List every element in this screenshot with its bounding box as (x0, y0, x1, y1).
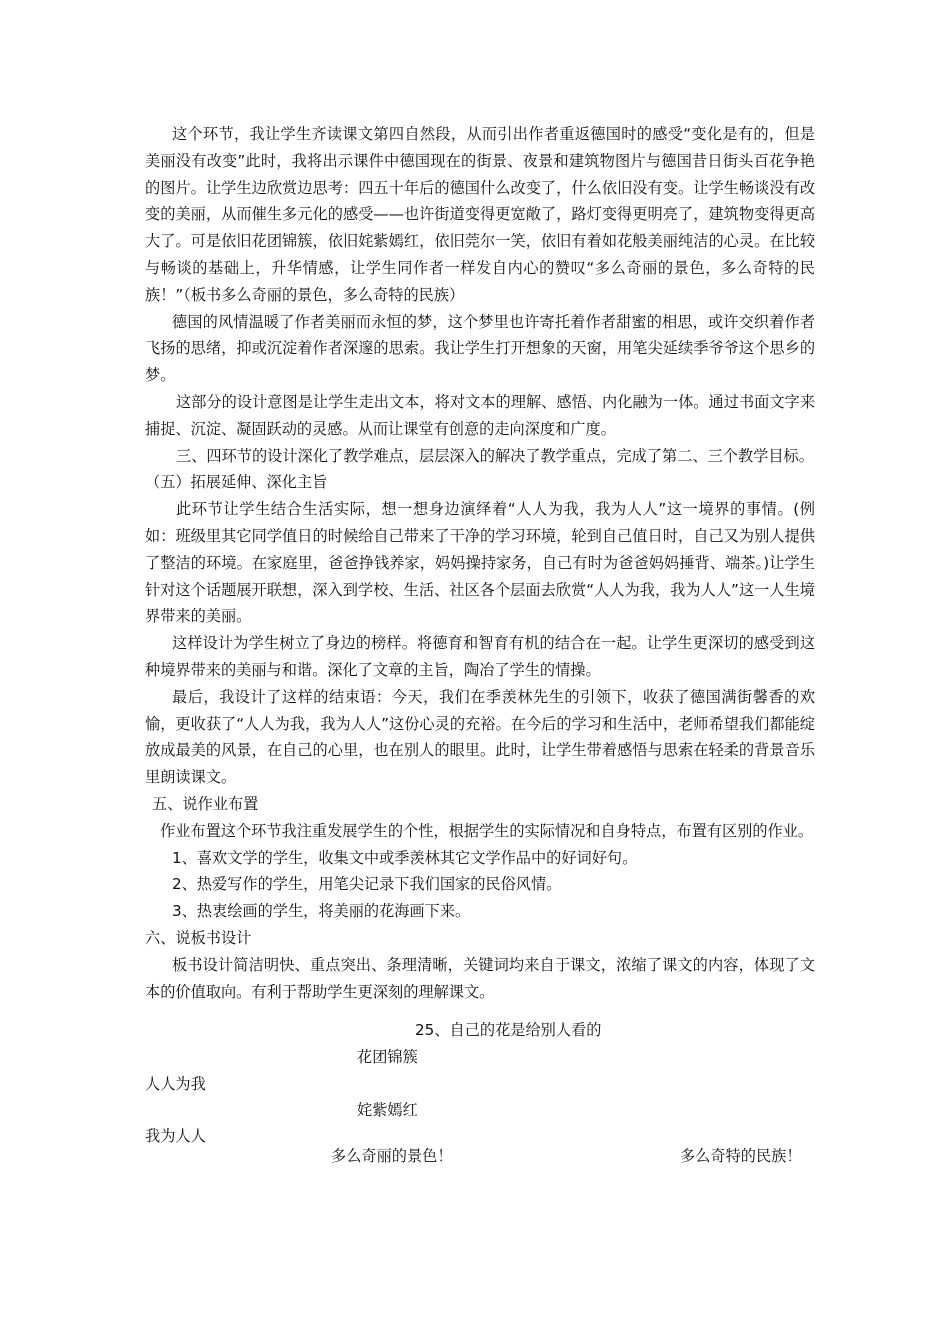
board-keyword: 人人为我 (145, 1075, 206, 1093)
paragraph: 这部分的设计意图是让学生走出文本，将对文本的理解、感悟、内化融为一体。通过书面文字来捕捉、沉淀、凝固跃动的灵感。从而让课堂有创意的走向深度和广度。 (145, 392, 815, 438)
paragraph: 三、四环节的设计深化了教学难点，层层深入的解决了教学重点，完成了第二、三个教学目标。 (176, 446, 814, 465)
section-heading: 五、说作业布置 (152, 794, 259, 813)
paragraph: 德国的风情温暖了作者美丽而永恒的梦，这个梦里也许寄托着作者甜蜜的相思，或许交织着作者飞扬的思绪，抑或沉淀着作者深邃的思索。我让学生打开想象的天窗，用笔尖延续季爷爷这个思乡的梦。 (145, 312, 815, 385)
board-keyword: 多么奇特的民族！ (680, 1147, 802, 1165)
document-body (145, 121, 815, 1005)
paragraph: 作业布置这个环节我注重发展学生的个性，根据学生的实际情况和自身特点，布置有区别的作业。 (160, 821, 814, 840)
board-title: 25、自己的花是给别人看的 (415, 1021, 602, 1039)
homework-item: 1、喜欢文学的学生，收集文中或季羡林其它文学作品中的好词好句。 (172, 848, 638, 867)
paragraph: 这个环节，我让学生齐读课文第四自然段，从而引出作者重返德国时的感受“变化是有的，但是美丽没有改变”此时，我将出示课件中德国现在的街景、夜景和建筑物图片与德国昔日街头百花争艳的图片。让学生边欣赏边思考：四五十年后的德国什么改变了，什么依旧没有变。让学生畅谈没有改变的美丽，从而催生多元化的感受——也许街道变得更宽敞了，路灯变得更明亮了，建筑物变得更高大了。可是依旧花团锦簇，依旧姹紫嫣红，依旧莞尔一笑，依旧有着如花般美丽纯洁的心灵。在比较与畅谈的基础上，升华情感，让学生同作者一样发自内心的赞叹“多么奇丽的景色，多么奇特的民族！”（板书多么奇丽的景色，多么奇特的民族） (145, 125, 815, 304)
homework-item: 2、热爱写作的学生，用笔尖记录下我们国家的民俗风情。 (172, 875, 562, 894)
board-keyword: 多么奇丽的景色！ (331, 1147, 453, 1165)
board-keyword: 我为人人 (145, 1127, 206, 1145)
section-heading: （五）拓展延伸、深化主旨 (145, 473, 328, 492)
paragraph: 板书设计简洁明快、重点突出、条理清晰，关键词均来自于课文，浓缩了课文的内容，体现了文本的价值取向。有利于帮助学生更深刻的理解课文。 (145, 955, 815, 1001)
board-keyword: 花团锦簇 (357, 1048, 418, 1066)
paragraph: 此环节让学生结合生活实际，想一想身边演绎着“人人为我，我为人人”这一境界的事情。(例如：班级里其它同学值日的时候给自己带来了干净的学习环境，轮到自己值日时，自己又为别人提供了整洁的环境。在家庭里，爸爸挣钱养家，妈妈操持家务，自己有时为爸爸妈妈捶背、端茶。)让学生针对这个话题展开联想，深入到学校、生活、社区各个层面去欣赏“人人为我，我为人人”这一人生境界带来的美丽。 (145, 500, 815, 626)
paragraph: 最后，我设计了这样的结束语：今天，我们在季羡林先生的引领下，收获了德国满街馨香的欢愉，更收获了“人人为我，我为人人”这份心灵的充裕。在今后的学习和生活中，老师希望我们都能绽放成最美的风景，在自己的心里，也在别人的眼里。此时，让学生带着感悟与思索在轻柔的背景音乐里朗读课文。 (145, 687, 815, 787)
section-heading: 六、说板书设计 (145, 928, 252, 947)
paragraph: 这样设计为学生树立了身边的榜样。将德育和智育有机的结合在一起。让学生更深切的感受到这种境界带来的美丽与和谐。深化了文章的主旨，陶冶了学生的情操。 (145, 634, 815, 679)
board-keyword: 姹紫嫣红 (357, 1101, 418, 1119)
homework-item: 3、热衷绘画的学生，将美丽的花海画下来。 (172, 902, 471, 921)
